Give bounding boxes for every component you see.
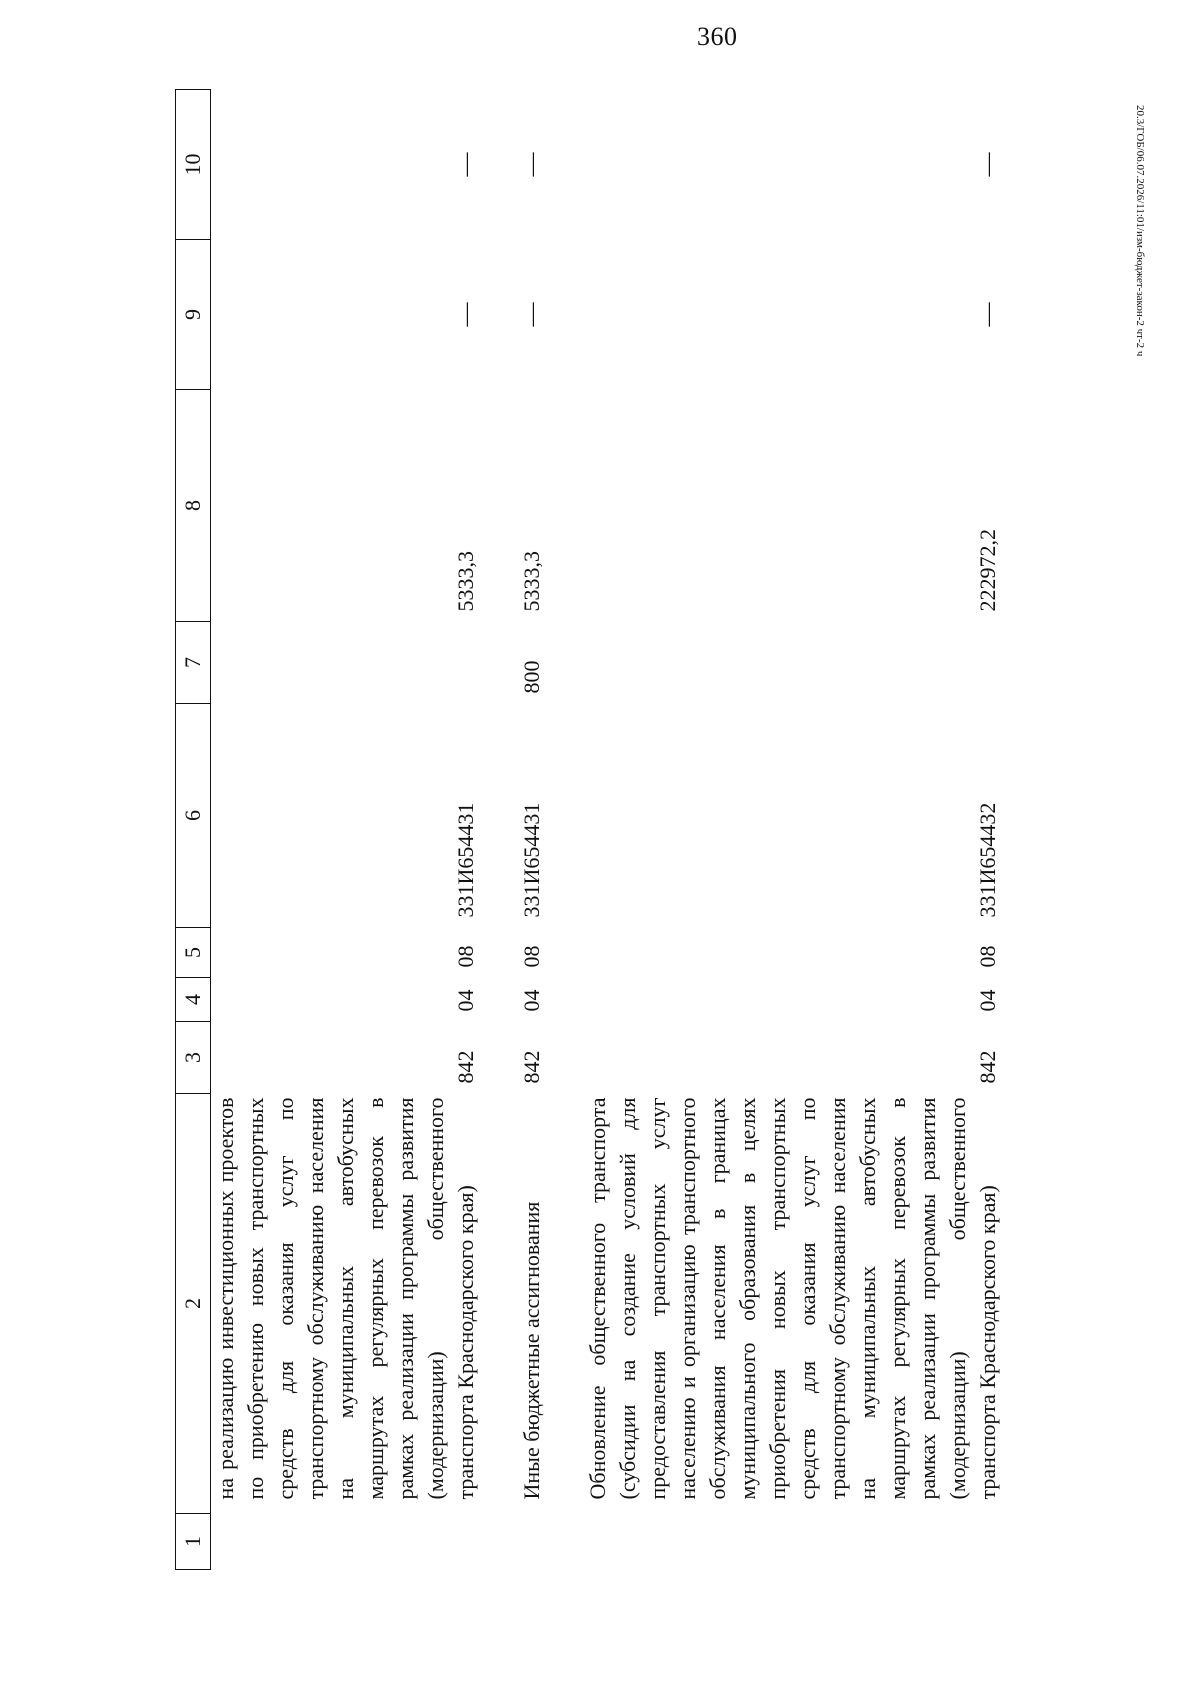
cell-expense-type [211, 622, 482, 704]
cell-section: 04 [519, 989, 544, 1012]
header-row [176, 90, 211, 1570]
row-index-cell [583, 1514, 1003, 1570]
cell-col-10: — [975, 152, 1001, 177]
row-index-cell [517, 1514, 547, 1570]
cell-target-article: 331И654432 [975, 802, 1000, 918]
cell-amount: 5333,3 [519, 551, 544, 612]
cell-ministry-code: 842 [453, 1050, 478, 1084]
cell-amount: 222972,2 [975, 529, 1000, 612]
header-col-2: 2 [176, 1094, 211, 1514]
header-col-10: 10 [176, 90, 211, 240]
row-description: на реализацию инвестиционных проектов по приобретению новых транспортных средств для оказания услуг по транспортному обслуживанию населения на муниципальных автобусных маршрутах регулярных перевозок в рамках реализации программы развития (модернизации) общественного транспорта Краснодарского края) [213, 1097, 478, 1500]
row-index-cell [211, 1514, 482, 1570]
cell-target-article: 331И654431 [519, 802, 544, 918]
table-row [583, 90, 1003, 1570]
cell-section: 04 [453, 989, 478, 1012]
header-col-3: 3 [176, 1022, 211, 1094]
header-col-1: 1 [176, 1514, 211, 1570]
header-col-4: 4 [176, 978, 211, 1022]
header-col-6: 6 [176, 704, 211, 928]
cell-target-article: 331И654431 [453, 802, 478, 918]
cell-col-10: — [453, 152, 479, 177]
cell-subsection: 08 [519, 945, 544, 968]
header-col-7: 7 [176, 622, 211, 704]
header-col-8: 8 [176, 390, 211, 622]
page-number: 360 [697, 22, 738, 51]
cell-ministry-code: 842 [975, 1050, 1000, 1084]
header-col-9: 9 [176, 240, 211, 390]
cell-ministry-code: 842 [519, 1050, 544, 1084]
table-row [211, 90, 482, 1570]
cell-subsection: 08 [975, 945, 1000, 968]
cell-subsection: 08 [453, 945, 478, 968]
header-col-5: 5 [176, 928, 211, 978]
cell-col-9: — [519, 302, 545, 327]
row-description: Иные бюджетные ассигнования [519, 1201, 544, 1500]
budget-table [175, 89, 1003, 1570]
rotated-table-container [175, 90, 1125, 1570]
cell-section: 04 [975, 989, 1000, 1012]
cell-col-10: — [519, 152, 545, 177]
document-code: 20.3/ГОБ/06.07.2026/11:01/изм-бюджет-закон-2 чт-2 ч [1134, 105, 1146, 357]
row-description: Обновление общественного транспорта (субсидии на создание условий для предоставления транспортных услуг населению и организацию транспортного обслуживания населения в границах муниципального образования в целях приобретения новых транспортных средств для оказания услуг по транспортному обслуживанию населения на муниципальных автобусных маршрутах регулярных перевозок в рамках реализации программы развития (модернизации) общественного транспорта Краснодарского края) [585, 1097, 1000, 1500]
cell-col-9: — [975, 302, 1001, 327]
cell-expense-type: 800 [519, 660, 544, 694]
table-row [517, 90, 547, 1570]
cell-col-9: — [453, 302, 479, 327]
cell-expense-type [583, 622, 1003, 704]
cell-amount: 5333,3 [453, 551, 478, 612]
